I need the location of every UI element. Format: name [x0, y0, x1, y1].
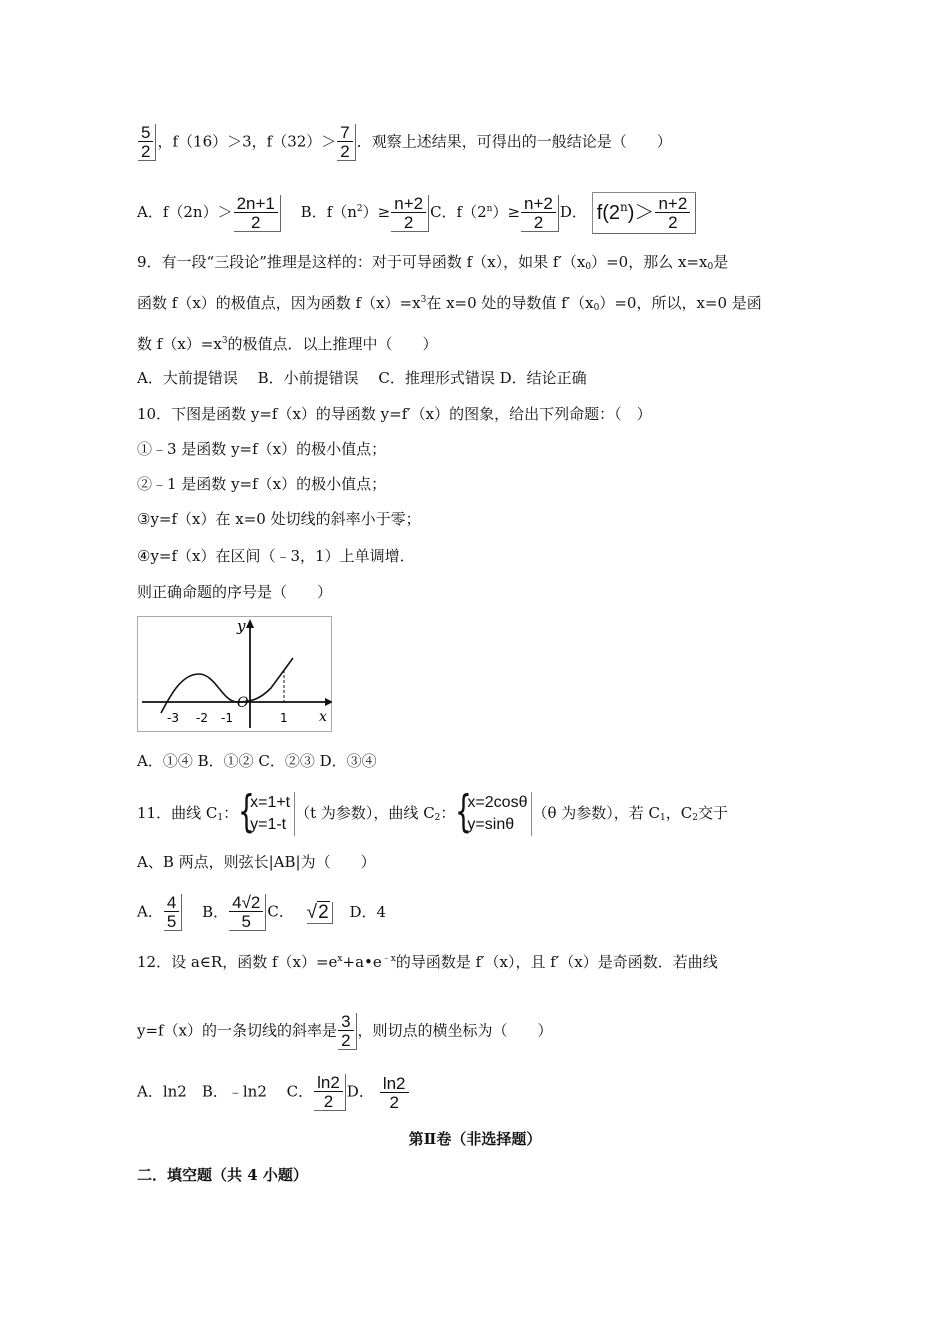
section-heading: 二．填空题（共 4 小题）: [137, 1166, 308, 1184]
derivative-graph: [137, 616, 332, 732]
q9-line-2: 函数 f（x）的极值点，因为函数 $f(x)=x^3$在 x=0 处的导数值 $f'(x_0)=0$，所以，x=0 是函: [137, 294, 762, 313]
q8-optD-fraction: $\frac{n+2}{2}$: [655, 195, 690, 231]
q12-slope-fraction: $\frac{3}{2}$: [338, 1013, 356, 1050]
derivative-curve: [161, 658, 293, 713]
q8-optA-fraction: $\frac{2n+1}{2}$: [234, 195, 281, 232]
x-label: x: [319, 709, 327, 725]
q8-options: A．f（2n）＞ $\frac{2n+1}{2}$ B．$f(n^2)\ge$ $\frac{n+2}{2}$ C．$f(2^n)\ge$ $\frac{n+2}{2}$ D． $f(2^n)>$ $\frac{n+2}{2}$: [137, 192, 696, 234]
origin-label: O: [237, 695, 249, 711]
q12-line-1: 12．设 a∈R，函数 $f(x)=e^x+a•e^{﹣x}$的导函数是 f′（x），且 f′（x）是奇函数．若曲线: [137, 953, 718, 971]
tick-label-1: 1: [280, 711, 288, 725]
q8-optC-fraction: $\frac{n+2}{2}$: [521, 195, 559, 232]
q9-line-1: 9．有一段“三段论”推理是这样的：对于可导函数 f（x），如果 $f'(x_0)=0$，那么 $x=x_0$是: [137, 253, 729, 272]
q11-system-c1: { x=1+t y=1-t: [238, 792, 295, 836]
q10-stem: 10．下图是函数 y=f（x）的导函数 y=f′（x）的图象，给出下列命题：（ ）: [137, 405, 652, 423]
y-label: y: [237, 617, 246, 635]
section-title: 第Ⅱ卷（非选择题）: [408, 1130, 542, 1148]
q10-statement-2: ②﹣1 是函数 y=f（x）的极小值点；: [137, 475, 387, 493]
q8-optB-fraction: $\frac{n+2}{2}$: [391, 195, 429, 232]
y-axis-arrow: [246, 619, 254, 628]
q11-line-1: 11．曲线 $C_1$： { x=1+t y=1-t （t 为参数），曲线 $C_2$： { x=2cosθ y=sinθ （θ 为参数），若 $C_1$，$C_2$交于: [137, 786, 728, 837]
q12-optC-fraction: $\frac{\ln 2}{2}$: [314, 1074, 346, 1111]
q8-optD-expression: $f(2^n)>$ $\frac{n+2}{2}$: [592, 192, 697, 234]
q11-optC-sqrt: √2: [307, 902, 333, 924]
q11-system-c2: { x=2cosθ y=sinθ: [455, 792, 532, 836]
q11-options: A． $\frac{4}{5}$ B． $\frac{4√2}{5}$ C． √2 D．4: [137, 893, 387, 931]
q12-options: A．ln2 B．﹣ln2 C． $\frac{\ln 2}{2}$ D． $\frac{\ln 2}{2}$: [137, 1074, 410, 1111]
tick-label-neg1: -1: [221, 711, 233, 725]
q10-ask: 则正确命题的序号是（ ）: [137, 583, 333, 601]
q8-line: $\frac{5}{2}$ ，f（16）＞3，f（32）＞ $\frac{7}{2}$ ．观察上述结果，可得出的一般结论是（ ）: [137, 124, 672, 161]
q10-options: A．①④ B．①② C．②③ D．③④: [137, 752, 377, 770]
q8-lead-fraction: $\frac{5}{2}$: [138, 124, 156, 161]
q11-optA-fraction: $\frac{4}{5}$: [164, 894, 182, 931]
q8-fraction-7-2: $\frac{7}{2}$: [337, 124, 355, 161]
tick-label-neg2: -2: [196, 711, 208, 725]
q12-line-2: y=f（x）的一条切线的斜率是 $\frac{3}{2}$ ，则切点的横坐标为（ ）: [137, 1012, 553, 1050]
q10-statement-1: ①﹣3 是函数 y=f（x）的极小值点；: [137, 440, 387, 458]
q10-statement-4: ④y=f（x）在区间（﹣3，1）上单调增．: [137, 547, 415, 565]
x-axis-arrow: [325, 698, 332, 706]
q11-optB-fraction: $\frac{4√2}{5}$: [229, 894, 266, 931]
q9-line-3: 数 $f(x)=x^3$的极值点．以上推理中（ ）: [137, 335, 438, 353]
q11-line-2: A、B 两点，则弦长|AB|为（ ）: [137, 853, 376, 871]
q12-optD-fraction: $\frac{\ln 2}{2}$: [380, 1075, 409, 1111]
q9-options: A．大前提错误 B．小前提错误 C．推理形式错误 D．结论正确: [137, 369, 587, 387]
q10-statement-3: ③y=f（x）在 x=0 处切线的斜率小于零；: [137, 510, 421, 528]
tick-label-neg3: -3: [167, 711, 179, 725]
